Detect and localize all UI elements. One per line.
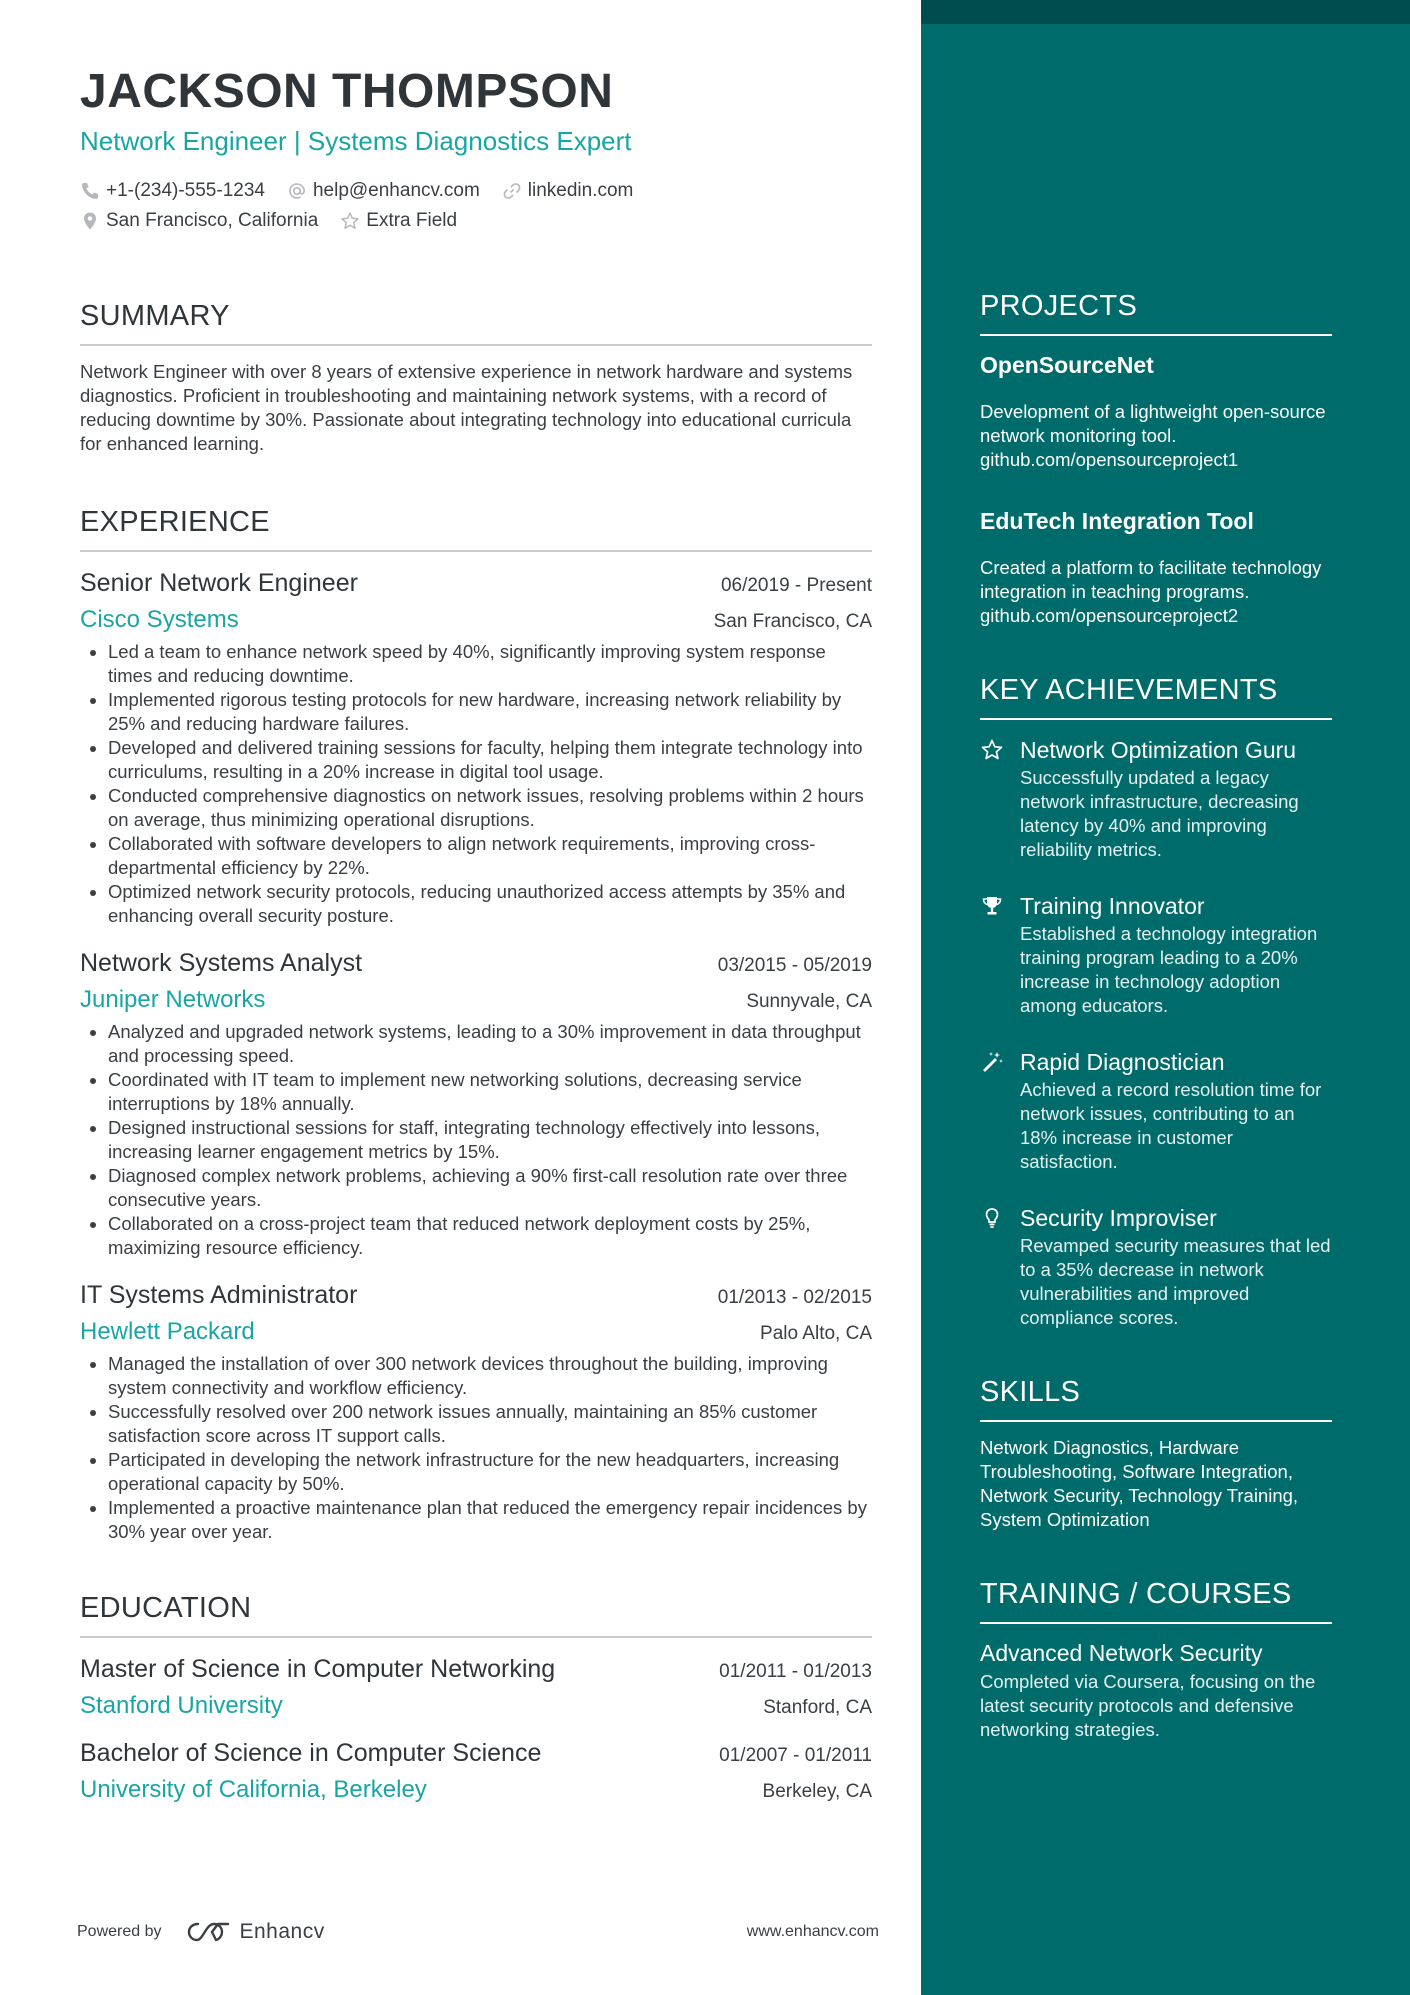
school-name: University of California, Berkeley: [80, 1776, 427, 1803]
project-entry: [980, 350, 1332, 472]
job-bullet: • Designed instructional sessions for staff, integrating technology effectively into lessons, increasing learner engagement metrics by 15%.: [108, 1116, 872, 1164]
education-heading: EDUCATION: [80, 1592, 252, 1624]
job-company: Juniper Networks: [80, 986, 266, 1013]
job-bullet: • Developed and delivered training sessions for faculty, helping them integrate technology into curriculums, resulting in a 20% increase in digital tool usage.: [108, 736, 872, 784]
achievement-description: Established a technology integration training program leading to a 20% increase in technology adoption among educators.: [1020, 923, 1318, 1016]
job-location: Sunnyvale, CA: [746, 991, 872, 1012]
achievements-heading: KEY ACHIEVEMENTS: [980, 674, 1278, 706]
job-bullets: [80, 640, 872, 928]
project-description: Created a platform to facilitate technology integration in teaching programs. github.com/opensourceproject2: [980, 557, 1322, 626]
experience-section: [80, 504, 872, 1544]
achievement-description: Successfully updated a legacy network infrastructure, decreasing latency by 40% and improving reliability metrics.: [1020, 767, 1299, 860]
job-bullet: • Managed the installation of over 300 network devices throughout the building, improving system connectivity and workflow efficiency.: [108, 1352, 872, 1400]
job-title: Senior Network Engineer: [80, 569, 358, 597]
job-date: 01/2013 - 02/2015: [717, 1287, 872, 1308]
education-entry: [80, 1736, 872, 1806]
education-date: 01/2007 - 01/2011: [719, 1745, 872, 1766]
contact-link[interactable]: [502, 180, 634, 202]
job-bullets: [80, 1352, 872, 1544]
phone-text: +1-(234)-555-1234: [106, 180, 265, 201]
degree-title: Bachelor of Science in Computer Science: [80, 1739, 542, 1767]
section-divider: [80, 344, 872, 346]
job-bullet: • Implemented rigorous testing protocols for new hardware, increasing network reliability by 25% and reducing hardware failures.: [108, 688, 872, 736]
job-bullet: • Collaborated on a cross-project team that reduced network deployment costs by 25%, maximizing resource efficiency.: [108, 1212, 872, 1260]
project-entry: [980, 506, 1332, 628]
footer: [77, 1912, 879, 1952]
job-bullets: [80, 1020, 872, 1260]
job-location: Palo Alto, CA: [760, 1323, 872, 1344]
email-text: help@enhancv.com: [312, 180, 480, 201]
summary-section: [80, 298, 872, 456]
powered-by-text: Powered by: [77, 1923, 162, 1940]
candidate-name: JACKSON THOMPSON: [80, 65, 614, 118]
achievement-entry: [980, 890, 1332, 1018]
at-icon: [287, 181, 307, 201]
lightbulb-icon: [980, 1206, 1004, 1230]
job-title: Network Systems Analyst: [80, 949, 363, 977]
section-divider: [80, 550, 872, 552]
achievement-description: Achieved a record resolution time for network issues, contributing to an 18% increase in customer satisfaction.: [1020, 1079, 1322, 1172]
star-icon: [340, 211, 360, 231]
job-bullet: • Led a team to enhance network speed by 40%, significantly improving system response times and reducing downtime.: [108, 640, 872, 688]
job-entry: [80, 946, 872, 1260]
job-location: San Francisco, CA: [713, 611, 872, 632]
education-date: 01/2011 - 01/2013: [719, 1661, 872, 1682]
degree-title: Master of Science in Computer Networking: [80, 1655, 556, 1683]
magic-wand-icon: [980, 1050, 1004, 1074]
training-heading: TRAINING / COURSES: [980, 1578, 1292, 1610]
trophy-icon: [980, 894, 1004, 918]
achievement-title: Rapid Diagnostician: [1020, 1049, 1225, 1075]
job-date: 03/2015 - 05/2019: [717, 955, 872, 976]
project-description: Development of a lightweight open-source network monitoring tool. github.com/opensourceproject1: [980, 401, 1326, 470]
link-text: linkedin.com: [527, 180, 634, 201]
enhancv-logo[interactable]: [186, 1920, 325, 1944]
section-divider: [980, 1420, 1332, 1422]
contact-email[interactable]: [287, 180, 480, 202]
summary-heading: SUMMARY: [80, 300, 230, 332]
education-section: [80, 1590, 872, 1806]
star-icon: [980, 738, 1004, 762]
sidebar-column: [921, 0, 1410, 1995]
contact-location: [80, 210, 318, 232]
achievement-title: Network Optimization Guru: [1020, 737, 1297, 763]
school-location: Berkeley, CA: [762, 1781, 872, 1802]
phone-icon: [80, 181, 100, 201]
job-bullet: • Participated in developing the network infrastructure for the new headquarters, increasing operational capacity by 50%.: [108, 1448, 872, 1496]
job-bullet: • Collaborated with software developers to align network requirements, improving cross-departmental efficiency by 22%.: [108, 832, 872, 880]
job-company: Hewlett Packard: [80, 1318, 255, 1345]
job-bullet: • Successfully resolved over 200 network issues annually, maintaining an 85% customer satisfaction score across IT support calls.: [108, 1400, 872, 1448]
achievement-entry: [980, 734, 1332, 862]
school-location: Stanford, CA: [763, 1697, 872, 1718]
section-divider: [980, 1622, 1332, 1624]
education-entry: [80, 1652, 872, 1722]
job-entry: [80, 566, 872, 928]
projects-section: [980, 288, 1332, 628]
experience-heading: EXPERIENCE: [80, 506, 270, 538]
extra-text: Extra Field: [366, 210, 458, 231]
school-name: Stanford University: [80, 1692, 283, 1719]
section-divider: [980, 718, 1332, 720]
project-name: OpenSourceNet: [980, 352, 1154, 378]
course-name: Advanced Network Security: [980, 1640, 1263, 1666]
contact-info: [80, 176, 872, 236]
section-divider: [80, 1636, 872, 1638]
summary-text: Network Engineer with over 8 years of extensive experience in network hardware and systems diagnostics. Proficient in troubleshooting and maintaining network systems, with a record of reducing downtime by 30%. Passionate about integrating technology into educational curricula for enhanced learning.: [80, 361, 853, 454]
candidate-title: Network Engineer | Systems Diagnostics Expert: [80, 126, 632, 156]
job-title: IT Systems Administrator: [80, 1281, 358, 1309]
job-bullet: • Optimized network security protocols, reducing unauthorized access attempts by 35% and enhancing overall security posture.: [108, 880, 872, 928]
job-bullet: • Analyzed and upgraded network systems, leading to a 30% improvement in data throughput and processing speed.: [108, 1020, 872, 1068]
skills-text: Network Diagnostics, Hardware Troubleshooting, Software Integration, Network Security, Technology Training, System Optimization: [980, 1437, 1299, 1530]
enhancv-logo-icon: [186, 1920, 232, 1944]
achievement-entry: [980, 1202, 1332, 1330]
sidebar-top-bar: [921, 0, 1410, 24]
achievement-title: Training Innovator: [1020, 893, 1205, 919]
achievement-title: Security Improviser: [1020, 1205, 1217, 1231]
skills-section: [980, 1374, 1332, 1532]
achievement-entry: [980, 1046, 1332, 1174]
contact-extra: [340, 210, 457, 232]
project-name: EduTech Integration Tool: [980, 508, 1254, 534]
link-icon: [502, 181, 522, 201]
job-bullet: • Coordinated with IT team to implement new networking solutions, decreasing service interruptions by 18% annually.: [108, 1068, 872, 1116]
training-section: [980, 1576, 1332, 1742]
course-description: Completed via Coursera, focusing on the latest security protocols and defensive networking strategies.: [980, 1671, 1316, 1740]
job-date: 06/2019 - Present: [720, 575, 872, 596]
contact-phone[interactable]: [80, 180, 265, 202]
skills-heading: SKILLS: [980, 1376, 1081, 1408]
achievements-section: [980, 672, 1332, 1330]
job-entry: [80, 1278, 872, 1544]
map-pin-icon: [80, 211, 100, 231]
job-company: Cisco Systems: [80, 606, 239, 633]
brand-text: Enhancv: [239, 1920, 325, 1943]
location-text: San Francisco, California: [106, 210, 319, 231]
job-bullet: • Conducted comprehensive diagnostics on network issues, resolving problems within 2 hours on average, thus minimizing operational disruptions.: [108, 784, 872, 832]
section-divider: [980, 334, 1332, 336]
footer-url[interactable]: www.enhancv.com: [746, 1923, 879, 1940]
projects-heading: PROJECTS: [980, 290, 1138, 322]
job-bullet: • Implemented a proactive maintenance plan that reduced the emergency repair incidences by 30% year over year.: [108, 1496, 872, 1544]
job-bullet: • Diagnosed complex network problems, achieving a 90% first-call resolution rate over three consecutive years.: [108, 1164, 872, 1212]
achievement-description: Revamped security measures that led to a 35% decrease in network vulnerabilities and improved compliance scores.: [1020, 1235, 1331, 1328]
